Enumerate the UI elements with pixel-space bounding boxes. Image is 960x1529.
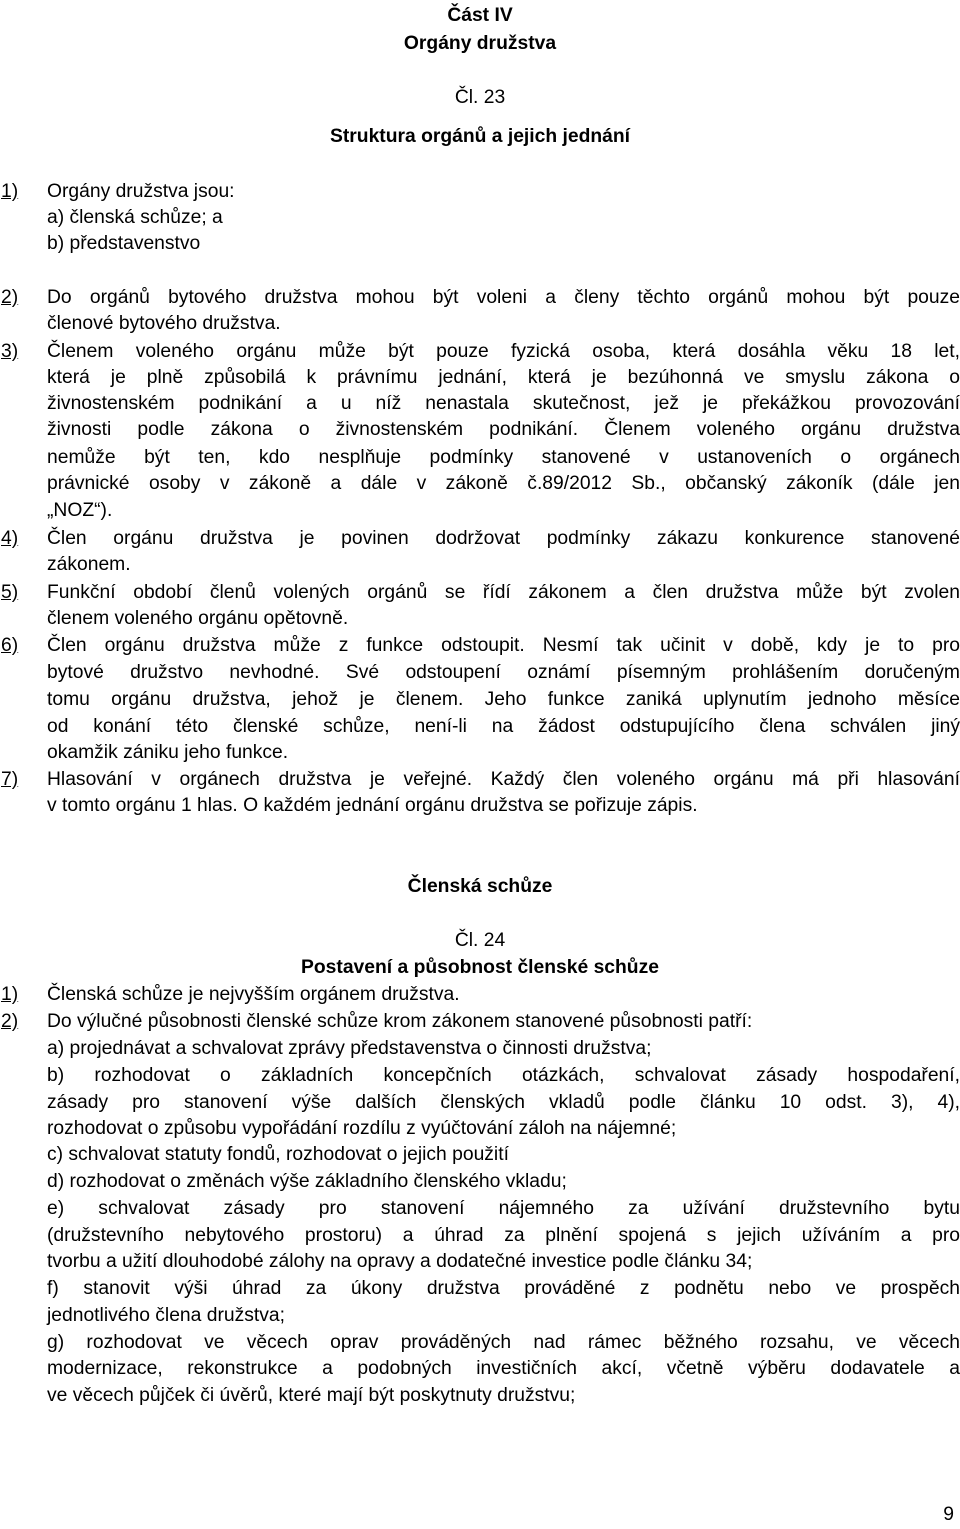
item-line: d) rozhodovat o změnách výše základního členského vkladu; <box>47 1171 567 1192</box>
item-line: bytové družstvo nevhodné. Své odstoupení oznámí písemným prohlášením doručeným <box>47 662 960 683</box>
item-number: 5) <box>1 582 19 603</box>
item-line: Hlasování v orgánech družstva je veřejné. Každý člen voleného orgánu má při hlasování <box>47 769 960 790</box>
article-23-number: Čl. 23 <box>454 87 506 108</box>
item-line: Do výlučné působnosti členské schůze krom zákonem stanovené působnosti patří: <box>47 1011 753 1032</box>
item-line: jednotlivého člena družstva; <box>47 1305 285 1326</box>
article-24-title: Postavení a působnost členské schůze <box>301 957 659 978</box>
item-line: e) schvalovat zásady pro stanovení nájemného za užívání družstevního bytu <box>47 1198 960 1219</box>
item-line: živnosti podle zákona o živnostenském podnikání. Členem voleného orgánu družstva <box>47 419 960 440</box>
item-line: f) stanovit výši úhrad za úkony družstva prováděné z podnětu nebo ve prospěch <box>47 1278 960 1299</box>
page-number: 9 <box>943 1504 954 1525</box>
item-line: která je plně způsobilá k právnímu jednání, která je bezúhonná ve smyslu zákona o <box>47 367 960 388</box>
item-line: rozhodovat o způsobu vypořádání rozdílu z vyúčtování záloh na nájemné; <box>47 1118 677 1139</box>
section-heading: Členská schůze <box>407 876 553 897</box>
item-line: Členem voleného orgánu může být pouze fyzická osoba, která dosáhla věku 18 let, <box>47 341 960 362</box>
item-number: 1) <box>1 984 19 1005</box>
item-line: „NOZ“). <box>47 500 113 521</box>
item-line: b) rozhodovat o základních koncepčních otázkách, schvalovat zásady hospodaření, <box>47 1065 960 1086</box>
item-line: c) schvalovat statuty fondů, rozhodovat o jejich použití <box>47 1144 509 1165</box>
item-number: 1) <box>1 181 19 202</box>
item-line: právnické osoby v zákoně a dále v zákoně č.89/2012 Sb., občanský zákoník (dále jen <box>47 473 960 494</box>
item-line: živnostenském podnikání a u níž nenastala skutečnost, jež je překážkou provozování <box>47 393 960 414</box>
item-line: Člen orgánu družstva je povinen dodržovat podmínky zákazu konkurence stanovené <box>47 528 960 549</box>
item-line: nemůže být ten, kdo nesplňuje podmínky stanovené v ustanoveních o orgánech <box>47 447 960 468</box>
item-line: Členská schůze je nejvyšším orgánem družstva. <box>47 984 460 1005</box>
item-line: v tomto orgánu 1 hlas. O každém jednání orgánu družstva se pořizuje zápis. <box>47 795 698 816</box>
part-subheading: Orgány družstva <box>403 33 557 54</box>
item-line: b) představenstvo <box>47 233 201 254</box>
item-number: 3) <box>1 341 19 362</box>
item-line: zákonem. <box>47 554 131 575</box>
item-number: 4) <box>1 528 19 549</box>
item-line: modernizace, rekonstrukce a podobných investičních akcí, včetně výběru dodavatele a <box>47 1358 960 1379</box>
item-line: tomu orgánu družstva, jehož je členem. Jeho funkce zaniká uplynutím jednoho měsíce <box>47 689 960 710</box>
item-line: Orgány družstva jsou: <box>47 181 235 202</box>
item-line: Funkční období členů volených orgánů se řídí zákonem a člen družstva může být zvolen <box>47 582 960 603</box>
item-line: (družstevního nebytového prostoru) a úhrad za plnění spojená s jejich užíváním a pro <box>47 1225 960 1246</box>
item-line: Do orgánů bytového družstva mohou být voleni a členy těchto orgánů mohou být pouze <box>47 287 960 308</box>
item-line: Člen orgánu družstva může z funkce odstoupit. Nesmí tak učinit v době, kdy je to pro <box>47 635 960 656</box>
item-number: 2) <box>1 1011 19 1032</box>
article-24-number: Čl. 24 <box>454 930 506 951</box>
article-23-title: Struktura orgánů a jejich jednání <box>330 126 630 147</box>
item-line: ve věcech půjček či úvěrů, které mají být poskytnuty družstvu; <box>47 1385 576 1406</box>
item-line: zásady pro stanovení výše dalších členských vkladů podle článku 10 odst. 3), 4), <box>47 1092 960 1113</box>
item-line: od konání této členské schůze, není-li na žádost odstupujícího člena schválen jiný <box>47 716 960 737</box>
item-line: a) členská schůze; a <box>47 207 223 228</box>
item-number: 7) <box>1 769 19 790</box>
item-line: g) rozhodovat ve věcech oprav prováděných nad rámec běžného rozsahu, ve věcech <box>47 1332 960 1353</box>
item-number: 6) <box>1 635 19 656</box>
item-number: 2) <box>1 287 19 308</box>
item-line: a) projednávat a schvalovat zprávy představenstva o činnosti družstva; <box>47 1038 652 1059</box>
part-heading: Část IV <box>447 5 513 26</box>
item-line: tvorbu a užití dlouhodobé zálohy na opravy a dodatečné investice podle článku 34; <box>47 1251 753 1272</box>
item-line: okamžik zániku jeho funkce. <box>47 742 289 763</box>
item-line: členové bytového družstva. <box>47 313 281 334</box>
item-line: členem voleného orgánu opětovně. <box>47 608 349 629</box>
